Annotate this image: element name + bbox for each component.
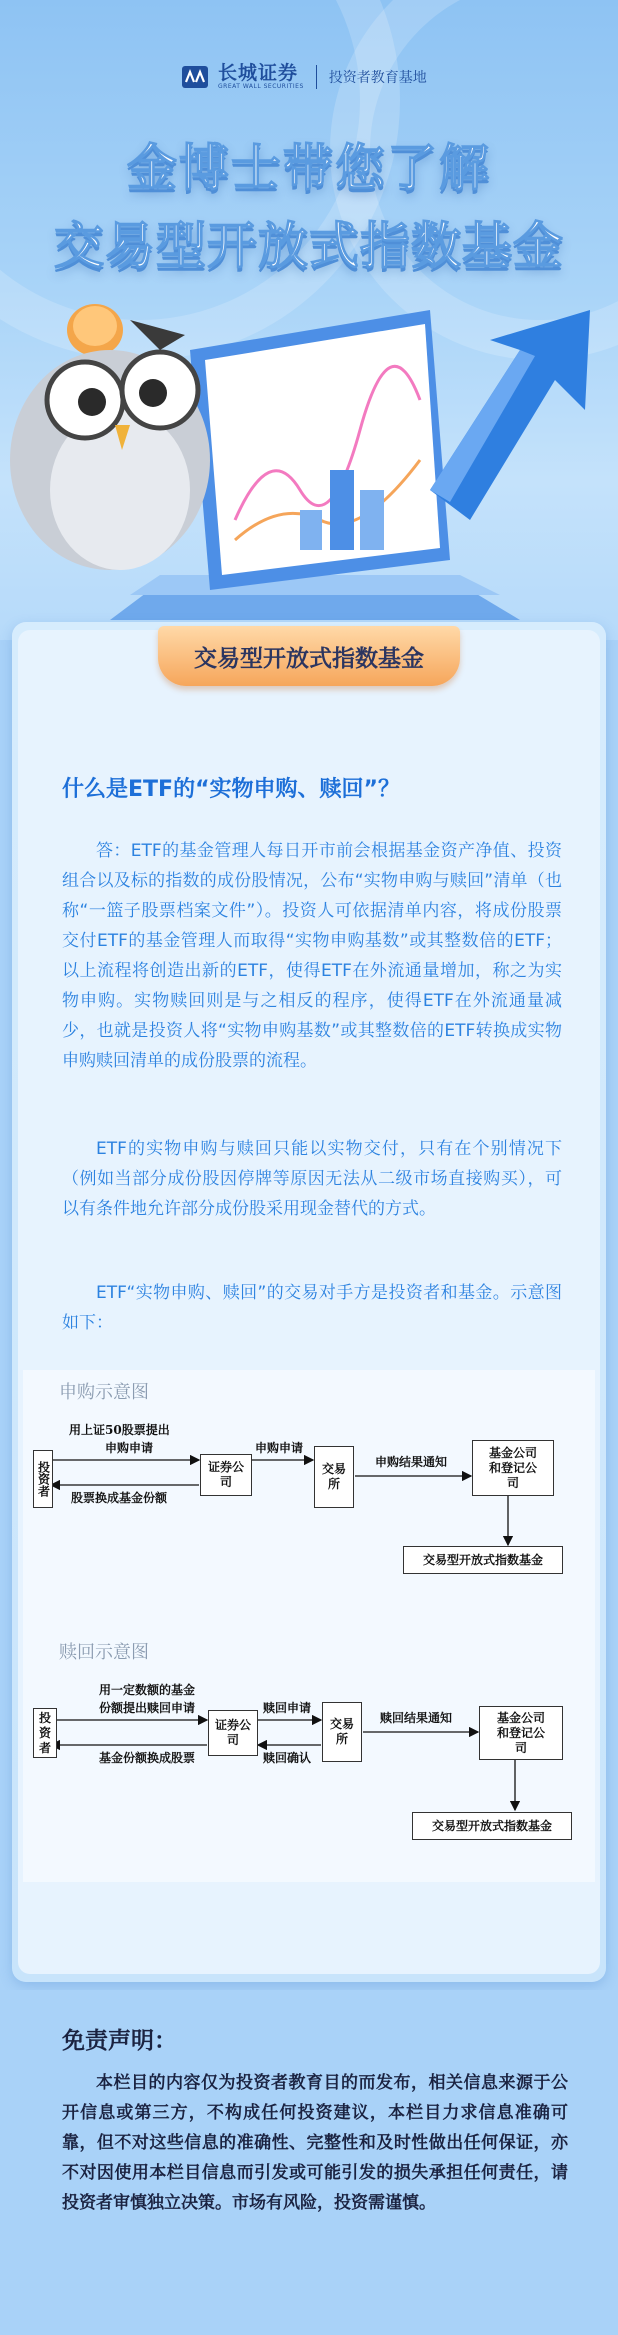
hero-illustration <box>0 290 618 640</box>
hero-banner <box>0 0 618 640</box>
disclaimer-title: 免责声明： <box>62 2028 177 2054</box>
redeem-etf-box: 交易型开放式指数基金 <box>412 1812 572 1840</box>
chart-screen-icon <box>190 310 450 590</box>
logo-subtitle: 投资者教育基地 <box>328 70 427 86</box>
page-title-line1: 金博士带您了解 <box>127 139 491 197</box>
subscribe-fund-company-box: 基金公司和登记公司 <box>472 1440 554 1496</box>
question-heading: 什么是ETF的“实物申购、赎回”？ <box>62 777 400 802</box>
subscribe-label-convert: 股票换成基金份额 <box>71 1491 168 1505</box>
redeem-broker-box: 证券公司 <box>208 1710 258 1756</box>
section-tag: 交易型开放式指数基金 <box>158 626 460 686</box>
subscribe-broker-box: 证券公司 <box>200 1454 252 1496</box>
logo-name: 长城证券 <box>218 62 299 84</box>
platform-icon <box>110 575 520 620</box>
redeem-label-request: 份额提出赎回申请 <box>99 1701 196 1715</box>
redeem-label-amount: 用一定数额的基金 <box>99 1683 196 1697</box>
redeem-diagram-title: 赎回示意图 <box>59 1642 149 1663</box>
subscribe-label-to-exchange: 申购申请 <box>255 1441 304 1455</box>
owl-mascot-icon <box>10 320 210 570</box>
subscribe-label-stock: 用上证50股票提出 <box>69 1423 170 1437</box>
cash-substitution-paragraph: ETF的实物申购与赎回只能以实物交付，只有在个别情况下（例如当部分成份股因停牌等原因无法从二级市场直接购买），可以有条件地允许部分成份股采用现金替代的方式。 <box>62 1139 562 1219</box>
subscribe-label-request: 申购申请 <box>105 1441 154 1455</box>
subscribe-label-notice: 申购结果通知 <box>375 1455 448 1469</box>
diagrams-panel <box>23 1370 595 1882</box>
redeem-label-notice: 赎回结果通知 <box>380 1711 453 1725</box>
rising-arrow-icon <box>430 310 590 520</box>
subscribe-diagram-title: 申购示意图 <box>59 1382 149 1403</box>
page-title-line2: 交易型开放式指数基金 <box>54 217 564 275</box>
redeem-label-convert: 基金份额换成股票 <box>99 1751 196 1765</box>
redeem-investor-box: 投资者 <box>33 1708 57 1758</box>
great-wall-logo-icon <box>180 62 210 92</box>
answer-paragraph: 答：ETF的基金管理人每日开市前会根据基金资产净值、投资组合以及标的指数的成份股情况，公布“实物申购与赎回”清单（也称“一篮子股票档案文件”）。投资人可依据清单内容，将成份股票交付ETF的基金管理人而取得“实物申购基数”或其整数倍的ETF；以上流程将创造出新的ETF，使得ETF在外流通量增加，称之为实物申购。实物赎回则是与之相反的程序，使得ETF在外流通量减少，也就是投资人将“实物申购基数”或其整数倍的ETF转换成实物申购赎回清单的成份股票的流程。 <box>62 841 562 1071</box>
redeem-exchange-box: 交易所 <box>322 1702 362 1762</box>
brand-logo <box>180 58 427 96</box>
redeem-label-to-exchange: 赎回申请 <box>263 1701 312 1715</box>
logo-divider <box>316 65 317 89</box>
redeem-label-confirm: 赎回确认 <box>263 1751 312 1765</box>
disclaimer-text: 本栏目的内容仅为投资者教育目的而发布，相关信息来源于公开信息或第三方，不构成任何投资建议，本栏目力求信息准确可靠，但不对这些信息的准确性、完整性和及时性做出任何保证，亦不对因使用本栏目信息而引发或可能引发的损失承担任何责任，请投资者审慎独立决策。市场有风险，投资需谨慎。 <box>62 2073 568 2213</box>
logo-english: GREAT WALL SECURITIES <box>218 83 304 90</box>
subscribe-etf-box: 交易型开放式指数基金 <box>403 1546 563 1574</box>
subscribe-investor-box: 投资者 <box>33 1450 53 1508</box>
redeem-fund-company-box: 基金公司和登记公司 <box>479 1706 563 1760</box>
counterparty-paragraph: ETF“实物申购、赎回”的交易对手方是投资者和基金。示意图如下： <box>62 1283 562 1333</box>
subscribe-exchange-box: 交易所 <box>314 1446 354 1508</box>
